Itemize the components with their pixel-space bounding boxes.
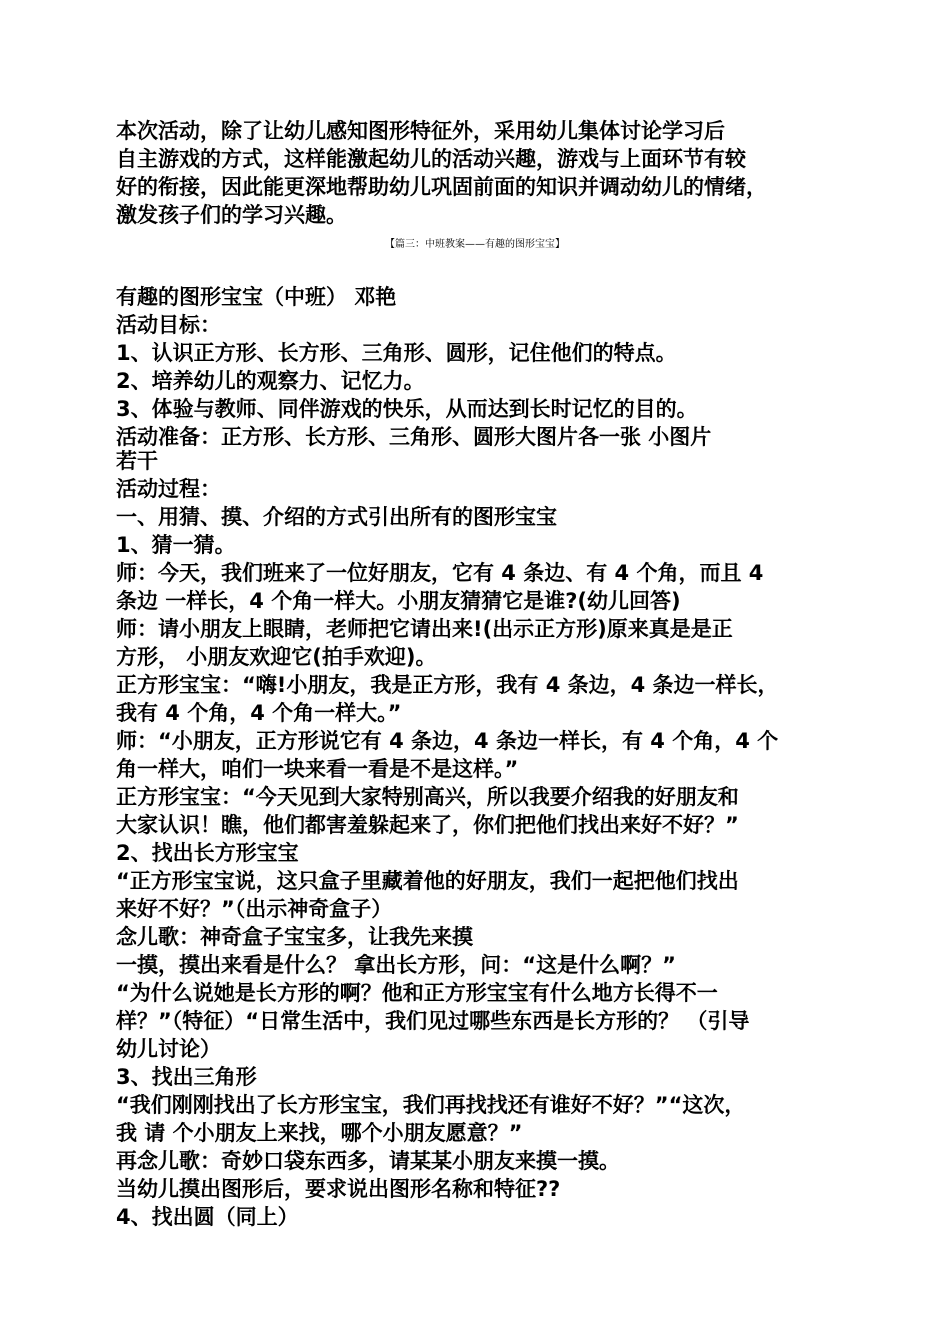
body-line: 一摸，摸出来看是什么？ 拿出长方形，问：“这是什么啊？” <box>116 953 676 977</box>
intro-line: 激发孩子们的学习兴趣。 <box>116 203 347 227</box>
body-line: 3、找出三角形 <box>116 1065 257 1089</box>
body-line: “我们刚刚找出了长方形宝宝，我们再找找还有谁好不好？”“这次， <box>116 1093 746 1117</box>
body-line: 正方形宝宝：“今天见到大家特别高兴，所以我要介绍我的好朋友和 <box>116 785 739 809</box>
body-line: 方形， 小朋友欢迎它(拍手欢迎)。 <box>116 645 437 669</box>
body-line: 师：“小朋友，正方形说它有 4 条边，4 条边一样长，有 4 个角，4 个 <box>116 729 779 753</box>
body-line: “为什么说她是长方形的啊？他和正方形宝宝有什么地方长得不一 <box>116 981 718 1005</box>
body-line: 师：请小朋友上眼睛，老师把它请出来!(出示正方形)原来真是是正 <box>116 617 733 641</box>
body-line: 有趣的图形宝宝（中班） 邓艳 <box>116 285 397 309</box>
body-line: “正方形宝宝说，这只盒子里藏着他的好朋友，我们一起把他们找出 <box>116 869 739 893</box>
body-line: 活动过程： <box>116 477 221 501</box>
body-line: 4、找出圆（同上） <box>116 1205 299 1229</box>
intro-line: 自主游戏的方式，这样能激起幼儿的活动兴趣，游戏与上面环节有较 <box>116 147 746 171</box>
body-line: 样？”（特征）“日常生活中，我们见过哪些东西是长方形的？ （引导 <box>116 1009 750 1033</box>
body-line: 条边 一样长，4 个角一样大。小朋友猜猜它是谁?(幼儿回答) <box>116 589 681 613</box>
body-line: 再念儿歌：奇妙口袋东西多，请某某小朋友来摸一摸。 <box>116 1149 620 1173</box>
body-line: 来好不好？”（出示神奇盒子） <box>116 897 393 921</box>
body-line: 2、培养幼儿的观察力、记忆力。 <box>116 369 425 393</box>
body-line: 师：今天，我们班来了一位好朋友，它有 4 条边、有 4 个角，而且 4 <box>116 561 764 585</box>
body-line: 我 请 个小朋友上来找，哪个小朋友愿意？” <box>116 1121 523 1145</box>
body-line: 大家认识！瞧，他们都害羞躲起来了，你们把他们找出来好不好？” <box>116 813 739 837</box>
body-line: 若干 <box>116 449 158 473</box>
section-title: 【篇三：中班教案——有趣的图形宝宝】 <box>385 239 565 250</box>
body-line: 正方形宝宝：“嗨!小朋友，我是正方形，我有 4 条边，4 条边一样长， <box>116 673 779 697</box>
body-line: 我有 4 个角，4 个角一样大。” <box>116 701 402 725</box>
body-line: 1、认识正方形、长方形、三角形、圆形，记住他们的特点。 <box>116 341 677 365</box>
body-line: 活动目标： <box>116 313 221 337</box>
body-line: 活动准备：正方形、长方形、三角形、圆形大图片各一张 小图片 <box>116 425 712 449</box>
body-line: 幼儿讨论） <box>116 1037 221 1061</box>
body-line: 3、体验与教师、同伴游戏的快乐，从而达到长时记忆的目的。 <box>116 397 698 421</box>
body-line: 2、找出长方形宝宝 <box>116 841 299 865</box>
body-line: 当幼儿摸出图形后，要求说出图形名称和特征?? <box>116 1177 561 1201</box>
body-line: 念儿歌：神奇盒子宝宝多，让我先来摸 <box>116 925 473 949</box>
body-line: 1、猜一猜。 <box>116 533 236 557</box>
body-line: 一、用猜、摸、介绍的方式引出所有的图形宝宝 <box>116 505 557 529</box>
intro-line: 本次活动，除了让幼儿感知图形特征外，采用幼儿集体讨论学习后 <box>116 119 725 143</box>
body-line: 角一样大，咱们一块来看一看是不是这样。” <box>116 757 519 781</box>
intro-line: 好的衔接，因此能更深地帮助幼儿巩固前面的知识并调动幼儿的情绪， <box>116 175 767 199</box>
